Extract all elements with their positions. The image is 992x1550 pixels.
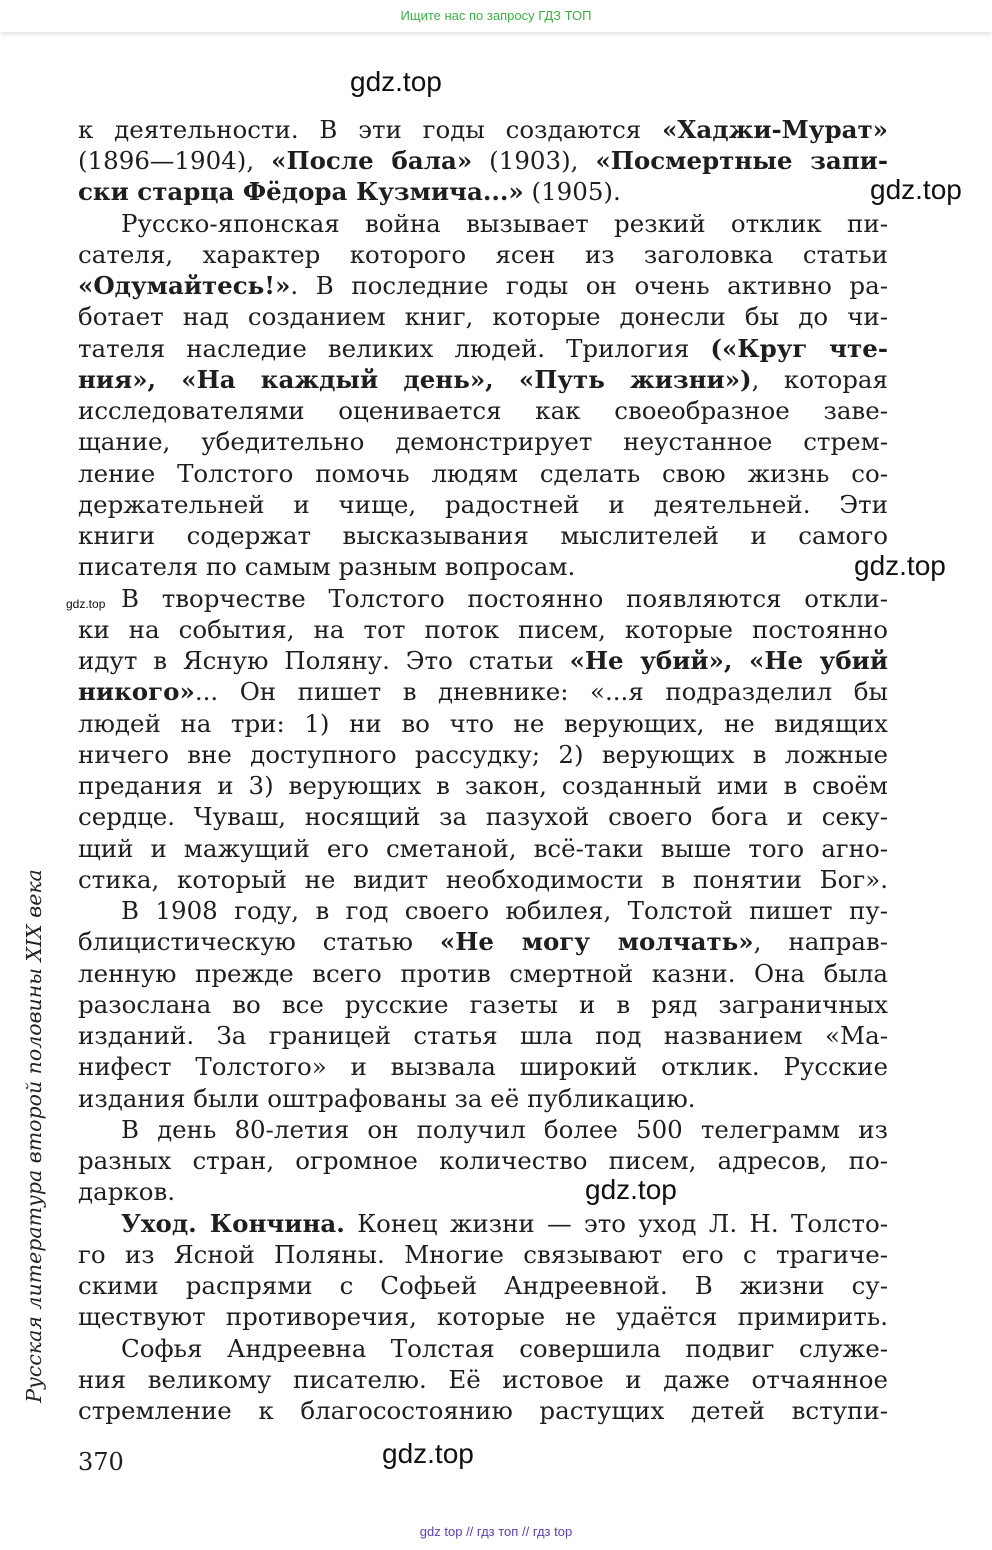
running-title-text: Русская литература второй половины XIX века: [22, 869, 46, 1403]
text-line: нифест Толстого» и вызвала широкий отклик. Русские: [78, 1052, 888, 1081]
text-line: книги содержат высказывания мыслителей и самого: [78, 521, 888, 550]
text-line: стремление к благосостоянию растущих детей вступи-: [78, 1396, 888, 1425]
text-line: ботает над созданием книг, которые донесли бы до чи-: [78, 302, 888, 331]
running-title: [14, 846, 54, 1426]
text-line: писателя по самым разным вопросам.: [78, 552, 576, 581]
text-line: сердце. Чуваш, носящий за пазухой своего бога и секу-: [78, 802, 888, 831]
text-line: блицистическую статью «Не могу молчать», направ-: [78, 927, 888, 956]
text-line: тателя наследие великих людей. Трилогия («Круг чте-: [78, 334, 888, 363]
footer-separator: //: [466, 1524, 474, 1539]
text-line: ния», «На каждый день», «Путь жизни»), которая: [78, 365, 888, 394]
text-line: исследователями оценивается как своеобразное заве-: [78, 396, 888, 425]
text-line: ния великому писателю. Её истовое и даже отчаянное: [78, 1365, 888, 1394]
footer-link[interactable]: гдз top: [532, 1524, 573, 1539]
footer-link[interactable]: gdz top: [419, 1524, 463, 1539]
text-line: разных стран, огромное количество писем, адресов, по-: [78, 1146, 888, 1175]
text-line: Уход. Кончина. Конец жизни — это уход Л. Н. Толсто-: [121, 1209, 888, 1238]
footer-separator: //: [521, 1524, 530, 1539]
text-line: Софья Андреевна Толстая совершила подвиг служе-: [121, 1334, 888, 1363]
text-line: Русско-японская война вызывает резкий отклик пи-: [121, 209, 888, 238]
text-line: В творчестве Толстого постоянно появляются откли-: [121, 584, 888, 613]
watermark: gdz.top: [350, 66, 442, 97]
footer-link[interactable]: гдз топ: [476, 1524, 519, 1539]
text-line: ленную прежде всего против смертной казни. Она была: [78, 959, 888, 988]
text-line: ществуют противоречия, которые не удаётся примирить.: [78, 1302, 888, 1331]
text-line: «Одумайтесь!». В последние годы он очень активно ра-: [78, 271, 888, 300]
watermark: gdz.top: [854, 550, 946, 581]
text-line: сателя, характер которого ясен из заголовка статьи: [78, 240, 888, 269]
text-line: (1896—1904), «После бала» (1903), «Посмертные запи-: [78, 146, 888, 175]
text-line: стика, который не видит необходимости в понятии Бог».: [78, 865, 888, 894]
text-line: изданий. За границей статья шла под названием «Ма-: [78, 1021, 888, 1050]
text-line: никого»... Он пишет в дневнике: «...я подразделил бы: [78, 677, 888, 706]
text-line: издания были оштрафованы за её публикацию.: [78, 1084, 696, 1113]
top-banner: [0, 0, 992, 32]
text-line: людей на три: 1) ни во что не верующих, не видящих: [78, 709, 888, 738]
text-line: ничего вне доступного рассудку; 2) верующих в ложные: [78, 740, 888, 769]
text-line: го из Ясной Поляны. Многие связывают его с трагиче-: [78, 1240, 888, 1269]
footer-links: [0, 1524, 992, 1539]
watermark: gdz.top: [870, 174, 962, 205]
text-line: ски старца Фёдора Кузмича...» (1905).: [78, 177, 621, 206]
watermark: gdz.top: [585, 1174, 677, 1205]
text-line: к деятельности. В эти годы создаются «Хаджи-Мурат»: [78, 115, 888, 144]
text-line: щий и мажущий его сметаной, всё-таки выше того агно-: [78, 834, 888, 863]
watermark: gdz.top: [382, 1438, 474, 1469]
page-number: 370: [78, 1448, 124, 1476]
search-hint[interactable]: Ищите нас по запросу ГДЗ ТОП: [400, 8, 592, 23]
text-line: скими распрями с Софьей Андреевной. В жизни су-: [78, 1271, 888, 1300]
watermark: gdz.top: [66, 597, 106, 611]
text-line: разослана во все русские газеты и в ряд заграничных: [78, 990, 888, 1019]
text-line: щание, убедительно демонстрирует неустанное стрем-: [78, 427, 888, 456]
text-line: держательней и чище, радостней и деятельней. Эти: [78, 490, 888, 519]
text-line: ление Толстого помочь людям сделать свою жизнь со-: [78, 459, 888, 488]
text-line: ки на события, на тот поток писем, которые постоянно: [78, 615, 888, 644]
text-line: идут в Ясную Поляну. Это статьи «Не убий», «Не убий: [78, 646, 888, 675]
text-line: предания и 3) верующих в закон, созданный ими в своём: [78, 771, 888, 800]
text-line: В 1908 году, в год своего юбилея, Толстой пишет пу-: [121, 896, 888, 925]
text-line: дарков.: [78, 1177, 176, 1206]
text-line: В день 80-летия он получил более 500 телеграмм из: [121, 1115, 888, 1144]
